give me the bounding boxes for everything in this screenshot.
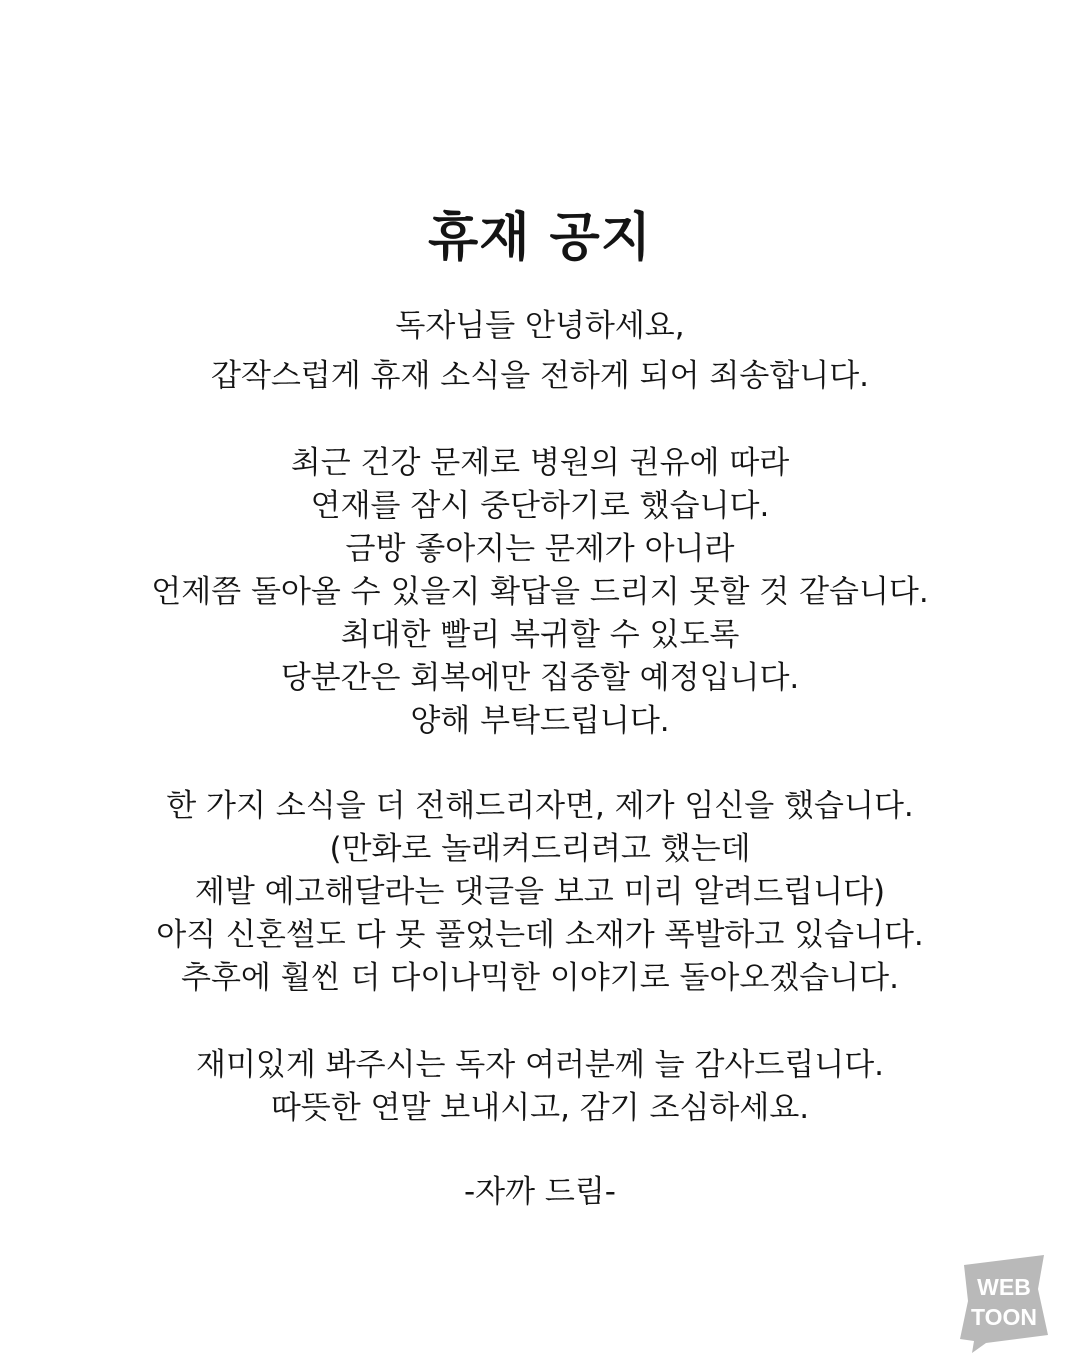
notice-line: 최근 건강 문제로 병원의 권유에 따라 bbox=[290, 445, 790, 481]
notice-line: 제발 예고해달라는 댓글을 보고 미리 알려드립니다) bbox=[194, 874, 886, 910]
notice-line: 최대한 빨리 복귀할 수 있도록 bbox=[340, 617, 740, 653]
notice-line: 재미있게 봐주시는 독자 여러분께 늘 감사드립니다. bbox=[196, 1047, 884, 1083]
notice-line: 언제쯤 돌아올 수 있을지 확답을 드리지 못할 것 같습니다. bbox=[151, 574, 929, 610]
notice-line: 당분간은 회복에만 집중할 예정입니다. bbox=[280, 660, 800, 696]
notice-line: 양해 부탁드립니다. bbox=[410, 703, 670, 739]
signature: -자까 드림- bbox=[463, 1174, 616, 1210]
notice-line: (만화로 놀래켜드리려고 했는데 bbox=[329, 831, 751, 867]
notice-line: 갑작스럽게 휴재 소식을 전하게 되어 죄송합니다. bbox=[210, 358, 870, 394]
webtoon-logo-mark bbox=[958, 1253, 1050, 1353]
notice-line: 아직 신혼썰도 다 못 풀었는데 소재가 폭발하고 있습니다. bbox=[156, 917, 924, 953]
notice-line: 한 가지 소식을 더 전해드리자면, 제가 임신을 했습니다. bbox=[166, 788, 914, 824]
notice-line: 연재를 잠시 중단하기로 했습니다. bbox=[310, 488, 770, 524]
webtoon-logo bbox=[958, 1253, 1050, 1353]
notice-line: 금방 좋아지는 문제가 아니라 bbox=[345, 531, 735, 567]
notice-line: 따뜻한 연말 보내시고, 감기 조심하세요. bbox=[270, 1090, 810, 1126]
logo-text-toon: TOON bbox=[970, 1304, 1038, 1330]
notice-line: 독자님들 안녕하세요, bbox=[395, 308, 685, 344]
notice-title: 휴재 공지 bbox=[427, 208, 653, 268]
logo-text-web: WEB bbox=[977, 1274, 1031, 1300]
notice-line: 추후에 훨씬 더 다이나믹한 이야기로 돌아오겠습니다. bbox=[181, 960, 899, 996]
